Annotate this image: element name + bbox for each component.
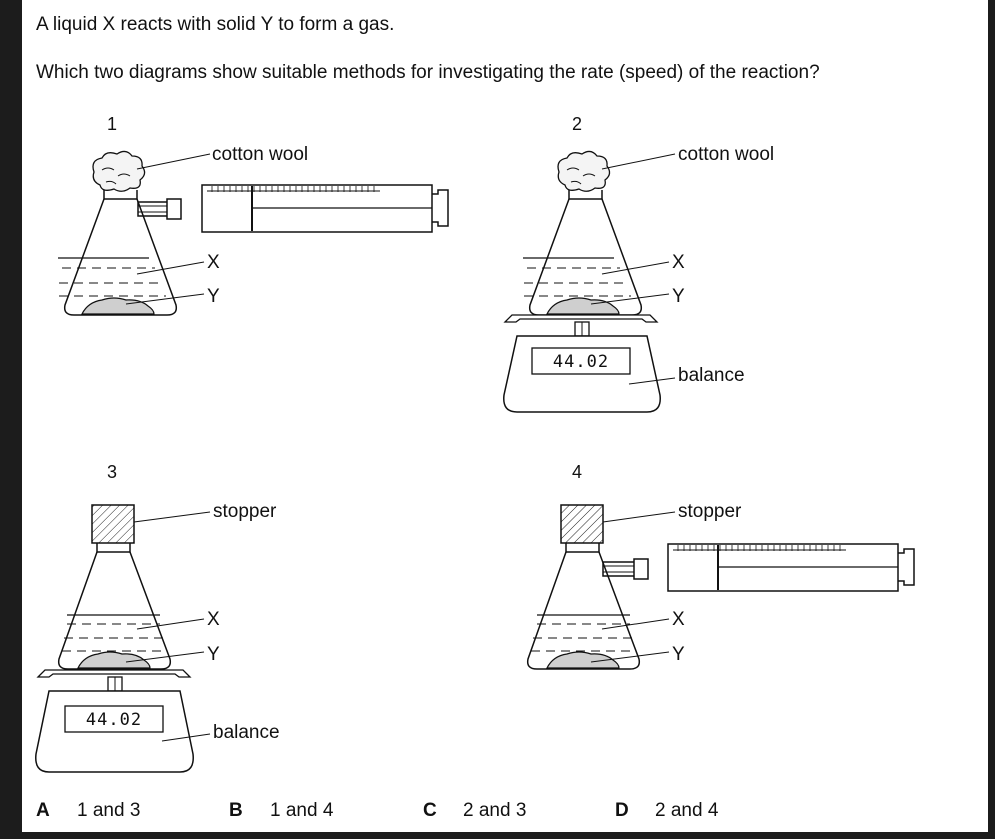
conical-flask [58, 190, 176, 315]
balance-display: 44.02 [552, 352, 610, 372]
label-y: Y [672, 286, 685, 307]
label-y: Y [672, 644, 685, 665]
balance [504, 315, 660, 412]
conical-flask [59, 543, 171, 669]
label-x: X [207, 252, 220, 273]
label-y: Y [207, 644, 220, 665]
label-balance: balance [213, 722, 280, 743]
stopper [92, 505, 134, 543]
balance [36, 670, 193, 772]
diagram-4-number: 4 [572, 462, 583, 482]
label-y: Y [207, 286, 220, 307]
option-b-letter[interactable]: B [229, 800, 243, 821]
option-d-letter[interactable]: D [615, 800, 629, 821]
stopper [561, 505, 603, 543]
option-c-letter[interactable]: C [423, 800, 437, 821]
option-a-letter[interactable]: A [36, 800, 50, 821]
label-stopper: stopper [678, 501, 742, 522]
option-d-text[interactable]: 2 and 4 [655, 800, 719, 821]
question-intro: A liquid X reacts with solid Y to form a gas. [36, 14, 395, 35]
cotton-wool [558, 151, 610, 191]
option-b-text[interactable]: 1 and 4 [270, 800, 334, 821]
gas-syringe [603, 544, 914, 591]
label-x: X [672, 609, 685, 630]
label-balance: balance [678, 365, 745, 386]
label-cotton-wool: cotton wool [212, 144, 309, 165]
solid-y [82, 298, 154, 314]
label-x: X [207, 609, 220, 630]
label-stopper: stopper [213, 501, 277, 522]
label-cotton-wool: cotton wool [678, 144, 775, 165]
gas-syringe [138, 185, 448, 232]
label-x: X [672, 252, 685, 273]
diagram-2-number: 2 [572, 114, 583, 134]
conical-flask [523, 190, 641, 315]
diagram-3 [36, 501, 280, 772]
question-prompt: Which two diagrams show suitable methods for investigating the rate (speed) of the reaction? [36, 62, 820, 83]
diagram-1 [58, 144, 448, 315]
question-sheet [22, 0, 988, 832]
solid-y [547, 298, 619, 314]
option-a-text[interactable]: 1 and 3 [77, 800, 141, 821]
diagram-4 [528, 501, 914, 669]
balance-display: 44.02 [85, 710, 143, 730]
cotton-wool [93, 151, 145, 191]
apparatus-diagrams [22, 0, 988, 832]
diagram-1-number: 1 [107, 114, 118, 134]
diagram-2 [504, 144, 774, 412]
option-c-text[interactable]: 2 and 3 [463, 800, 527, 821]
diagram-3-number: 3 [107, 462, 118, 482]
